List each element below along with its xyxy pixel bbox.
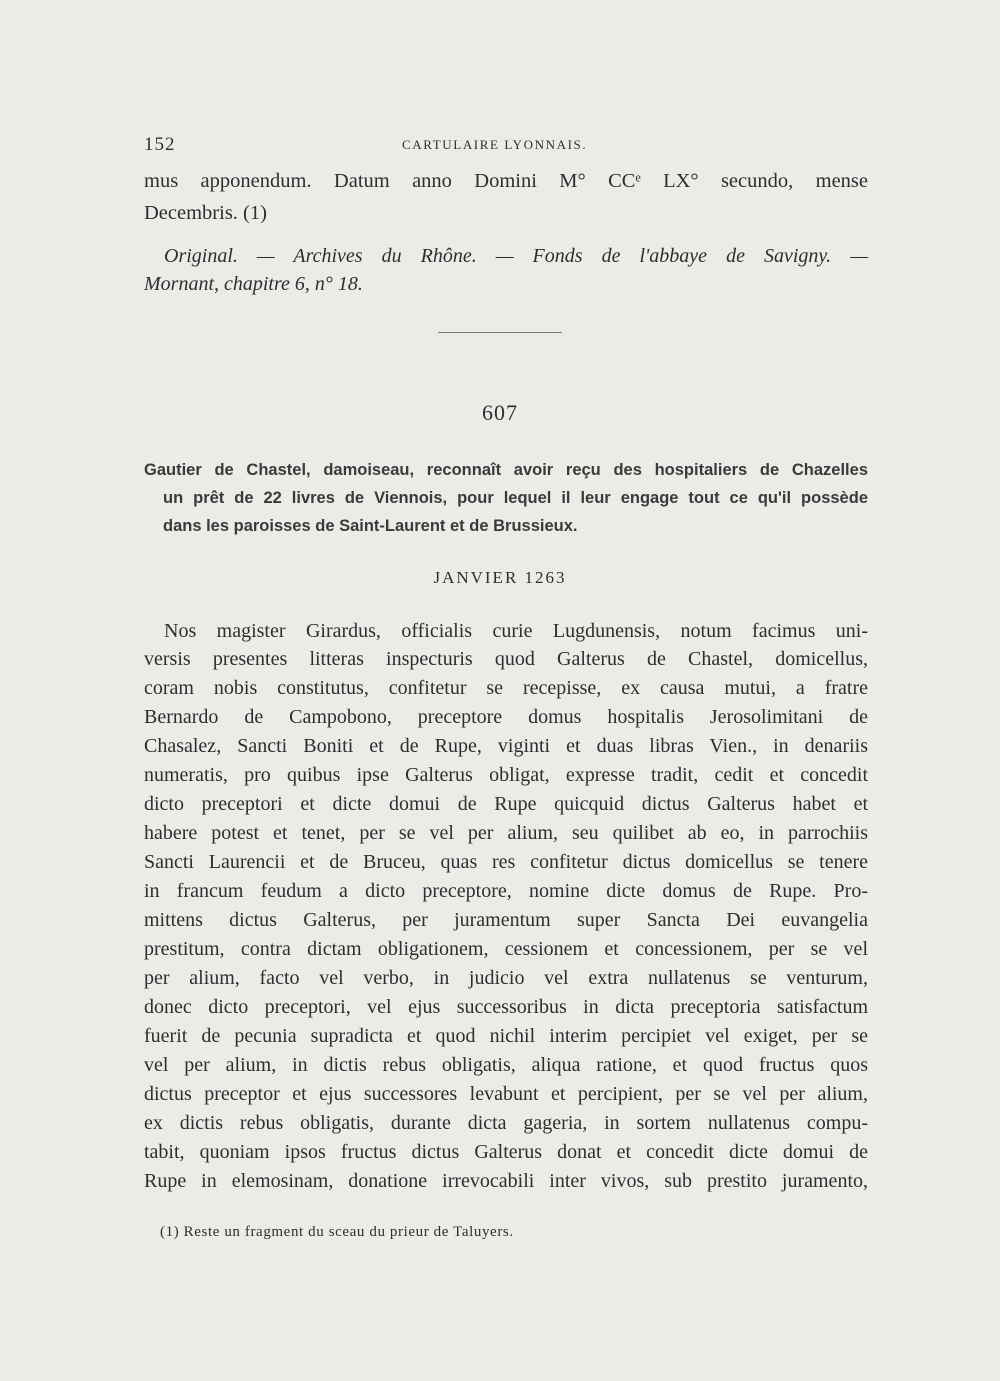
previous-document-closing-line: mus apponendum. Datum anno Domini M° CCᵉ LX° secundo, mense: [144, 170, 868, 192]
body-text-line: donec dicto preceptori, vel ejus successoribus in dicta preceptoria satisfactum: [144, 996, 868, 1018]
running-title: CARTULAIRE LYONNAIS.: [402, 137, 588, 152]
body-text-line: fuerit de pecunia supradicta et quod nichil interim percipiet vel exiget, per se: [144, 1025, 868, 1047]
body-text-line: ex dictis rebus obligatis, durante dicta gageria, in sortem nullatenus compu-: [144, 1112, 868, 1134]
previous-document-closing-line: Decembris. (1): [144, 202, 267, 224]
body-text-line: in francum feudum a dicto preceptore, nomine dicte domus de Rupe. Pro-: [144, 880, 868, 902]
document-summary-line: Gautier de Chastel, damoiseau, reconnaît avoir reçu des hospitaliers de Chazelles: [144, 461, 868, 479]
body-text-line: per alium, facto vel verbo, in judicio vel extra nullatenus se venturum,: [144, 967, 868, 989]
body-text-line: versis presentes litteras inspecturis quod Galterus de Chastel, domicellus,: [144, 648, 868, 670]
page-number: 152: [144, 134, 176, 155]
body-text-line: Nos magister Girardus, officialis curie Lugdunensis, notum facimus uni-: [164, 620, 868, 642]
body-text-line: prestitum, contra dictam obligationem, cessionem et concessionem, per se vel: [144, 938, 868, 960]
body-text-line: Bernardo de Campobono, preceptore domus hospitalis Jerosolimitani de: [144, 706, 868, 728]
source-citation: Mornant, chapitre 6, n° 18.: [144, 273, 363, 295]
footnote: (1) Reste un fragment du sceau du prieur de Taluyers.: [160, 1224, 514, 1240]
body-text-line: dicto preceptori et dicte domui de Rupe quicquid dictus Galterus habet et: [144, 793, 868, 815]
body-text-line: dictus preceptor et ejus successores levabunt et percipient, per se vel per alium,: [144, 1083, 868, 1105]
body-text-line: mittens dictus Galterus, per juramentum super Sancta Dei euvangelia: [144, 909, 868, 931]
body-text-line: habere potest et tenet, per se vel per alium, seu quilibet ab eo, in parrochiis: [144, 822, 868, 844]
document-summary-line: un prêt de 22 livres de Viennois, pour lequel il leur engage tout ce qu'il possède: [163, 489, 868, 507]
body-text-line: Chasalez, Sancti Boniti et de Rupe, viginti et duas libras Vien., in denariis: [144, 735, 868, 757]
document-summary-line: dans les paroisses de Saint-Laurent et de Brussieux.: [163, 517, 578, 535]
document-number: 607: [482, 400, 518, 425]
body-text-line: Rupe in elemosinam, donatione irrevocabili inter vivos, sub prestito juramento,: [144, 1170, 868, 1192]
section-divider: [438, 332, 562, 333]
body-text-line: tabit, quoniam ipsos fructus dictus Galterus donat et concedit dicte domui de: [144, 1141, 868, 1163]
source-citation: Original. — Archives du Rhône. — Fonds de l'abbaye de Savigny. —: [164, 245, 868, 267]
body-text-line: coram nobis constitutus, confitetur se recepisse, ex causa mutui, a fratre: [144, 677, 868, 699]
document-date: JANVIER 1263: [433, 568, 567, 587]
page-header: [144, 134, 869, 158]
body-text-line: Sancti Laurencii et de Bruceu, quas res confitetur dictus domicellus se tenere: [144, 851, 868, 873]
body-text-line: numeratis, pro quibus ipse Galterus obligat, expresse tradit, cedit et concedit: [144, 764, 868, 786]
body-text-line: vel per alium, in dictis rebus obligatis, aliqua ratione, et quod fructus quos: [144, 1054, 868, 1076]
